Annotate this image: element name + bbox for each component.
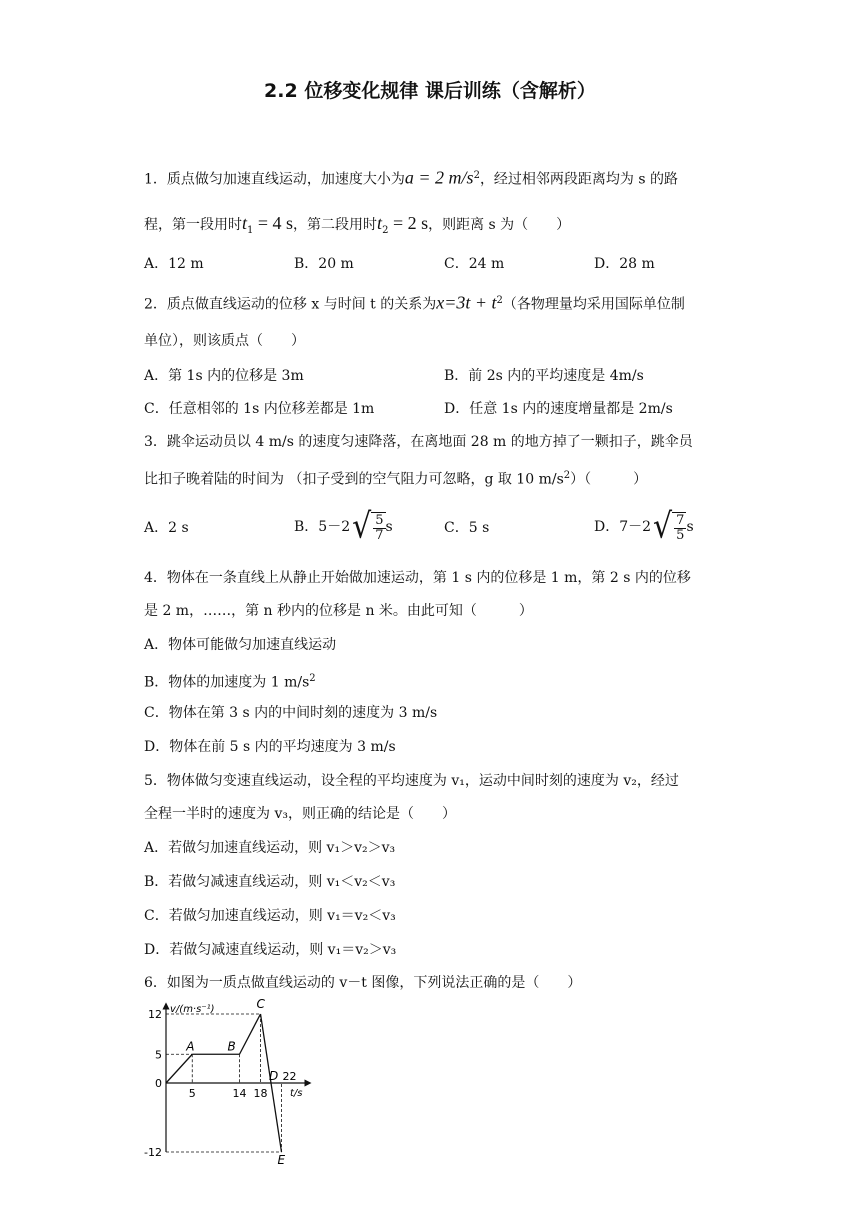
q4-option-b-text: B．物体的加速度为 1 m/s — [144, 674, 310, 691]
x-tick-label: 22 — [282, 1070, 297, 1083]
q4-option-d[interactable]: D．物体在前 5 s 内的平均速度为 3 m/s — [144, 739, 396, 755]
q2-option-d[interactable]: D．任意 1s 内的速度增量都是 2m/s — [444, 401, 673, 417]
q1-t2-sub: 2 — [382, 224, 389, 236]
series-segment — [166, 1054, 192, 1083]
q4-line2: 是 2 m，……，第 n 秒内的位移是 n 米。由此可知（ ） — [144, 603, 533, 619]
q3-option-c[interactable]: C．5 s — [444, 520, 490, 536]
q1-option-a[interactable]: A．12 m — [144, 256, 204, 272]
q1-line2 — [144, 213, 570, 241]
q1-accel-sup: 2 — [473, 170, 480, 181]
q1-t1-value: = 4 s — [253, 213, 294, 233]
q5-option-b[interactable]: B．若做匀减速直线运动，则 v₁＜v₂＜v₃ — [144, 874, 396, 890]
q3-line2 — [144, 466, 647, 490]
q1-line1 — [144, 166, 678, 190]
y-tick-label: 5 — [155, 1048, 162, 1062]
point-label-c: C — [256, 997, 265, 1011]
sqrt-icon: √ — [653, 506, 673, 547]
q5-option-c[interactable]: C．若做匀加速直线运动，则 v₁＝v₂＜v₃ — [144, 908, 396, 924]
q2-line1-pre: 2．质点做直线运动的位移 x 与时间 t 的关系为 — [144, 296, 437, 313]
series-segment — [240, 1014, 261, 1054]
q1-text-pre: 1．质点做匀加速直线运动，加速度大小为 — [144, 171, 405, 188]
q3-option-a[interactable]: A．2 s — [144, 520, 189, 536]
q1-t1: t — [242, 213, 248, 233]
q2-line1 — [144, 291, 685, 315]
y-tick-label: -12 — [144, 1146, 162, 1159]
y-tick-label: 12 — [148, 1008, 162, 1021]
q3-option-b-den: 7 — [375, 527, 384, 543]
q4-option-c[interactable]: C．物体在第 3 s 内的中间时刻的速度为 3 m/s — [144, 705, 438, 721]
q3-option-b-sqrt — [350, 506, 385, 547]
q4-line1: 4．物体在一条直线上从静止开始做加速运动，第 1 s 内的位移是 1 m，第 2 s 内的位移 — [144, 570, 691, 586]
q3-option-b[interactable] — [294, 503, 393, 551]
q2-formula: x=3t + t — [436, 292, 497, 313]
q1-line2-post: ，则距离 s 为（ ） — [428, 217, 571, 233]
q1-accel-formula: a = 2 m/s — [404, 167, 474, 188]
q3-option-b-prefix: B．5－2 — [294, 519, 351, 535]
q3-line2-sup: 2 — [563, 470, 571, 481]
q1-line2-mid: ，第二段用时 — [293, 217, 378, 233]
q4-option-b-sup: 2 — [309, 673, 316, 684]
q1-t2-value: = 2 s — [388, 213, 429, 233]
q5-option-d[interactable]: D．若做匀减速直线运动，则 v₁＝v₂＞v₃ — [144, 942, 397, 958]
q1-text-post: ，经过相邻两段距离均为 s 的路 — [479, 171, 679, 188]
q1-option-d[interactable]: D．28 m — [594, 256, 655, 272]
point-label-e: E — [277, 1153, 286, 1167]
q2-line2: 单位），则该质点（ ） — [144, 333, 305, 349]
q6-line1: 6．如图为一质点做直线运动的 v－t 图像，下列说法正确的是（ ） — [144, 975, 582, 991]
x-axis-label: t/s — [290, 1088, 303, 1099]
x-tick-label: 14 — [232, 1087, 247, 1100]
point-label-a: A — [186, 1039, 195, 1054]
q4-option-a[interactable]: A．物体可能做匀加速直线运动 — [144, 637, 337, 653]
q3-option-b-unit: s — [385, 519, 393, 535]
q2-line1-post: （各物理量均采用国际单位制 — [502, 296, 685, 313]
vt-chart — [140, 997, 320, 1167]
q3-option-d-prefix: D．7－2 — [594, 519, 652, 535]
page-title: 2.2 位移变化规律 课后训练（含解析） — [264, 80, 596, 102]
y-axis-label: v/(m·s⁻¹) — [170, 1004, 215, 1015]
q3-option-d-sqrt — [651, 506, 686, 547]
y-tick-label: 0 — [155, 1077, 162, 1090]
x-tick-label: 18 — [253, 1087, 268, 1100]
q3-option-d-num: 7 — [676, 512, 685, 528]
q1-line2-pre: 程，第一段用时 — [144, 217, 242, 233]
q2-option-b[interactable]: B．前 2s 内的平均速度是 4m/s — [444, 368, 644, 384]
q3-option-b-num: 5 — [375, 512, 384, 528]
q4-option-b[interactable] — [144, 669, 316, 693]
q5-line1: 5．物体做匀变速直线运动，设全程的平均速度为 v₁，运动中间时刻的速度为 v₂，经过 — [144, 773, 679, 789]
q1-option-c[interactable]: C．24 m — [444, 256, 505, 272]
q3-option-d-unit: s — [686, 519, 694, 535]
q3-option-d[interactable] — [594, 503, 694, 551]
point-label-d: D — [269, 1069, 279, 1083]
q1-t2: t — [377, 213, 383, 233]
sqrt-icon: √ — [352, 506, 372, 547]
q2-option-a[interactable]: A．第 1s 内的位移是 3m — [144, 368, 304, 384]
q3-option-d-den: 5 — [676, 527, 685, 543]
point-label-b: B — [227, 1039, 236, 1054]
q3-line1: 3．跳伞运动员以 4 m/s 的速度匀速降落，在离地面 28 m 的地方掉了一颗扣子，跳伞员 — [144, 434, 693, 450]
q5-option-a[interactable]: A．若做匀加速直线运动，则 v₁＞v₂＞v₃ — [144, 840, 396, 856]
q1-t1-sub: 1 — [247, 224, 254, 236]
q2-formula-sup: 2 — [496, 295, 503, 306]
q3-line2-pre: 比扣子晚着陆的时间为 （扣子受到的空气阻力可忽略，g 取 10 m/s — [144, 471, 564, 488]
q5-line2: 全程一半时的速度为 v₃，则正确的结论是（ ） — [144, 806, 456, 822]
q2-option-c[interactable]: C．任意相邻的 1s 内位移差都是 1m — [144, 401, 375, 417]
q3-line2-post: ）（ ） — [570, 471, 648, 488]
q1-option-b[interactable]: B．20 m — [294, 256, 354, 272]
x-tick-label: 5 — [188, 1087, 196, 1100]
